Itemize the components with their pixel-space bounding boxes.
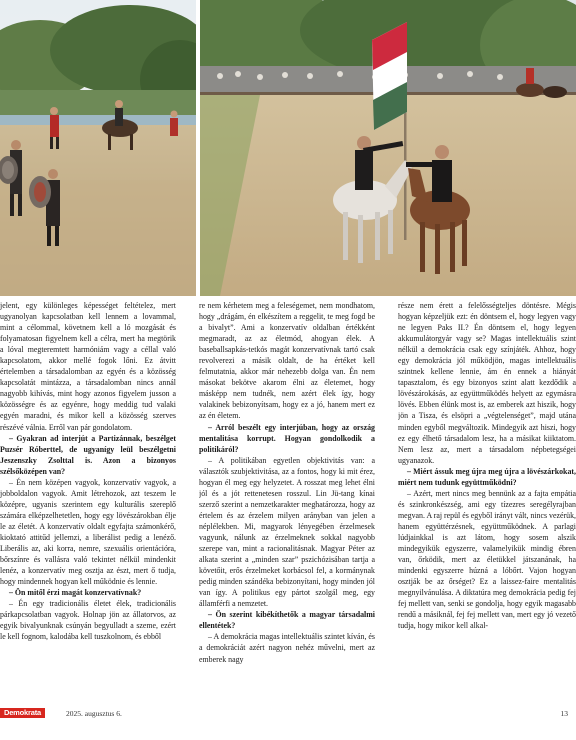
page-footer [0, 708, 576, 722]
paragraph: – Én nem középen vagyok, konzervatív vagyok, a jobboldalon vagyok. Amit létrehozok, azt teszem le középre, ugyanis szerintem egy kulturális szereplő számára elképzelhetetlen, hogy egy lövészárokban élje le az életét. A konzervatív oldalt egyfajta számonkérő, kioktató attitűd jellemzi, a liberálist pedig a lenéző. Liberális az, aki korra, nemre, szexuális orientációra, bőrszínre és vallásra való tekintet nélkül mindenkit lenéz, a konzervatív meg osztja az észt, mert ő tudja, hogy mindennek hogyan kell működnie és lennie. [0, 477, 176, 587]
column-2 [199, 300, 375, 702]
column-3 [398, 300, 576, 702]
magazine-logo[interactable]: Demokrata [0, 708, 45, 718]
paragraph: része nem érett a felelősségteljes döntésre. Mégis hogyan képzeljük ezt: én döntsem el, hogy legyen vagy ne legyen Paks II.? Én döntsem el, hogy legyen akkumulátorgyár vagy se? Magas intellektuális szint nélkül a demokrácia csak egy színjáték. Ahhoz, hogy egy demokrácia jól működjön, magas intellektuális szintnek kellene lennie, ám én ennek a hiányát tapasztalom, és egy bizonyos szint alatt kezdődik a lövészárokásás, az együttműködés helyett az egymásra lövés. Ebben élünk most is, az emberek azt hiszik, hogy jön a Tisza, és elsöpri a „végtelenséget”, majd utána minden egyből megváltozik. Mindegyik azt hiszi, hogy ez egy élhető társadalom lesz, ha a másikat kiiktatom. Nem lesz az, mert a társadalom népbetegségei ugyanazok. [398, 301, 576, 465]
interview-question: – Ön mitől érzi magát konzervatívnak? [9, 588, 142, 598]
paragraph: – Azért, mert nincs meg bennünk az a fajta empátia és szinkronkészség, ami egy tízezres seregélyrajban megvan. A raj repül és egyből irányt vált, nincs vezérük, hanem együttérzésnek, együttműködnek. A parlagi lúdjainkkal is azt látom, hogy sosem alszik mindegyikük egyszerre, valamelyikük mindig ébren van, őrködik, mert az életükkel játszanának, ha mindenki egyszerre húzná a lóbőrt. Vajon hogyan osztják be az őrséget? Ez a laissez-faire mentalitás megnyilvánulása. A diktatúra meg demokrácia pedig fej fej mellett van, senki se gondolja, hogy egyik magasabb rendű a másiknál, fej fej mellett van, mert egy jó vezető tudja, hogy mikor kell alkal- [398, 488, 576, 631]
paragraph: jelent, egy különleges képességet feltételez, mert ugyanolyan kapcsolatban kell lennem a lovammal, mint a célommal, követnem kell a ló mozgását és folyamatosan figyelnem kell a célra, mert ha megtörik a lóval megteremtett harmóniám vagy a céllal való kapcsolatom, akkor mellé fogok lőni. Ez átvitt értelemben a társadalomban az egyén és a közösség kapcsolatát mintázza, a társadalomban nincs annál nagyobb kihívás, mint hogy azonos figyelem jusson a közösségre és az egyénre, hogy meddig tud valaki egyén maradni, és mikor kell a közösség szerves részévé válnia. Erről van pár gondolatom. [0, 301, 176, 432]
page-number: 13 [560, 709, 568, 718]
paragraph: – Én egy tradicionális életet élek, tradicionális párkapcsolatban vagyok. Holnap jön az állatorvos, az egyik bivalyunknak csúnyán begyulladt a szeme, ezért le kell fognom, kalodába kell tuszkolnom, és ebből [0, 599, 176, 642]
paragraph: – A demokrácia magas intellektuális szintet kíván, és a demokráciát azért nagyon nehéz művelni, mert az emberek nagy [199, 632, 375, 664]
photo-right-scene [200, 0, 576, 296]
photo-left-scene [0, 0, 196, 296]
photo-left-archers [0, 0, 196, 296]
paragraph: – A politikában egyetlen objektivitás van: a választók szubjektivitása, az a fontos, hogy ki mit érez, hogyan él meg egy helyzetet. A rosszat meg lehet élni jól és a jót rettenetesen rosszul. Lin Jü-tang kínai szerző szerint a nemzetkarakter meghatározza, hogy az értelem és az érzelem milyen arányban van jelen a néplélekben. Mi, magyarok lényegében érzelmesek vagyunk, nálunk az érzelmeknek sokkal nagyobb szerepe van, mint a racionalitásnak. Magyar Péter az alkata szerint a „minden szar” pszichózisában tartja a követőit, erős érzelmeket korbácsol fel, a kormánynak pedig minden szándéka bebizonyítani, hogy minden jól van így. A politikus egy pártot szolgál meg, egy államférfi a nemzetet. [199, 455, 375, 609]
article-body [0, 300, 576, 702]
photo-right-flag-riders [200, 0, 576, 296]
paragraph: re nem kérhetem meg a feleségemet, nem mondhatom, hogy „drágám, én elkészítem a reggelit, te meg fogd be a bivalyt”. Ami a konzervatív oldalban értékként megmaradt, az az életmód, ahogyan élek. A baseballsapkás-tetkós magát konzervatívnak tartó csak revolverezi a másik oldalt, de ha értéket kell felmutatnia, akkor már nehezebb dolga van. Én nem másokat bekötve akarom élni az életemet, hogy másképp nem tudnék, nem azért élek így, hogy valakinek bebizonyítsam, hogy ez a jó, hanem mert ez az én életem. [199, 301, 375, 421]
interview-question: – Arról beszélt egy interjúban, hogy az ország mentalitása korrupt. Hogyan gondolkodik a politikáról? [199, 422, 375, 454]
issue-date: 2025. augusztus 6. [66, 709, 122, 718]
interview-question: – Gyakran ad interjút a Partizánnak, beszélget Puzsér Róberttel, de ugyanígy leül beszélgetni Jeszenszky Zsolttal is. Azon a bizonyos szélsőközépen van? [0, 433, 176, 476]
interview-question: – Miért ássuk meg újra meg újra a lövészárkokat, miért nem tudunk együttműködni? [398, 466, 576, 487]
interview-question: – Ön szerint kibékíthetők a magyar társadalmi ellentétek? [199, 610, 375, 631]
column-1 [0, 300, 176, 702]
